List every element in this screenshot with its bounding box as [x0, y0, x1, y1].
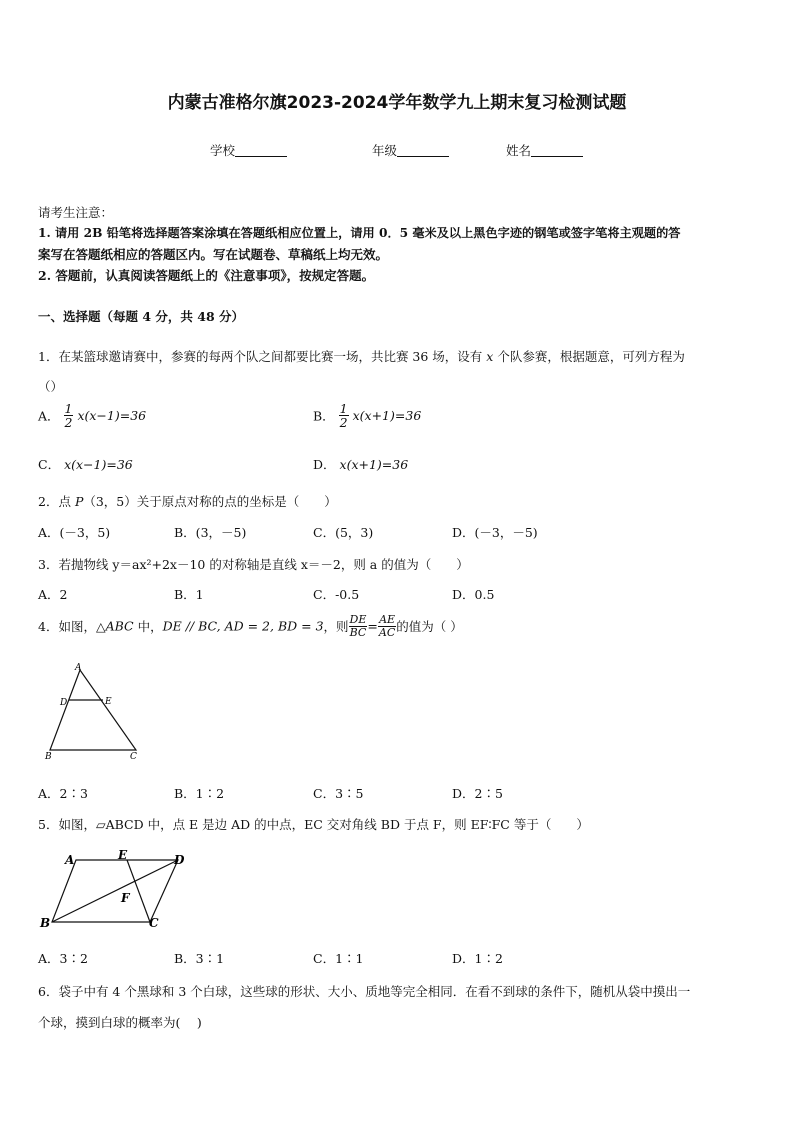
q3-option-d[interactable]: D．0.5	[452, 587, 495, 602]
q5-diagonal-bd	[52, 860, 178, 922]
q4-condition: DE // BC, AD = 2, BD = 3	[162, 618, 324, 634]
q3-option-c[interactable]: C．-0.5	[313, 587, 360, 602]
q1-a-fraction	[64, 402, 74, 429]
q1-d-label: D．	[313, 457, 336, 472]
q1-a-num: 1	[64, 401, 73, 416]
q6-line2: 个球，摸到白球的概率为( )	[38, 1015, 202, 1030]
q1-a-expr: x(x−1)=36	[77, 408, 147, 424]
q1-b-den: 2	[339, 415, 348, 431]
q2-option-d[interactable]: D．(－3，－5)	[452, 525, 538, 540]
q4-equals: =	[367, 618, 378, 634]
q4-label-d: D	[60, 698, 68, 708]
grade-blank	[397, 144, 449, 157]
q4-stem	[38, 614, 463, 638]
q4-stem-a: 4．如图，△	[38, 619, 106, 635]
q3-option-a[interactable]: A．2	[38, 587, 68, 602]
q3-stem: 3．若抛物线 y＝ax²+2x－10 的对称轴是直线 x＝－2，则 a 的值为（ ）	[38, 557, 469, 572]
notice-line1b: 案写在答题纸相应的答题区内。写在试题卷、草稿纸上均无效。	[38, 247, 389, 262]
q4-stem-c: ，则	[323, 619, 349, 635]
q4-label-e: E	[105, 697, 112, 707]
q1-b-expr: x(x+1)=36	[352, 408, 422, 424]
q5-label-d: D	[174, 853, 185, 867]
grade-label: 年级	[372, 143, 398, 158]
q1-option-a[interactable]	[38, 402, 146, 429]
q5-label-f: F	[121, 891, 130, 905]
q4-triangle-abc	[50, 670, 136, 750]
notice-heading: 请考生注意：	[38, 205, 114, 220]
q1-option-c[interactable]	[38, 455, 133, 473]
q4-label-a: A	[75, 663, 82, 673]
q4-abc: ABC	[105, 618, 134, 634]
q2-option-b[interactable]: B．(3，－5)	[174, 525, 247, 540]
q1-var: x	[486, 349, 494, 364]
q1-b-fraction	[339, 402, 349, 429]
q4-option-c[interactable]: C．3∶5	[313, 786, 364, 801]
q4-frac2-num: AE	[379, 613, 396, 626]
q4-stem-d: 的值为（ ）	[396, 619, 463, 635]
q3-option-b[interactable]: B．1	[174, 587, 204, 602]
q4-option-b[interactable]: B．1∶2	[174, 786, 225, 801]
q1-c-label: C．	[38, 457, 61, 472]
q1-d-expr: x(x+1)=36	[339, 457, 409, 472]
q1-stem-a: 1．在某篮球邀请赛中，参赛的每两个队之间都要比赛一场，共比赛 36 场，设有	[38, 349, 487, 364]
q4-option-d[interactable]: D．2∶5	[452, 786, 503, 801]
q4-frac1	[349, 614, 368, 638]
q5-label-a: A	[65, 853, 75, 867]
notice-line1a: 1. 请用 2B 铅笔将选择题答案涂填在答题纸相应位置上，请用 0．5 毫米及以上黑色字迹的钢笔或签字笔将主观题的答	[38, 226, 681, 240]
name-field	[506, 141, 583, 159]
q4-label-b: B	[45, 752, 52, 762]
school-label: 学校	[210, 143, 236, 158]
q1-option-d[interactable]	[313, 455, 408, 473]
q5-label-e: E	[118, 848, 128, 862]
q5-option-b[interactable]: B．3∶1	[174, 951, 225, 966]
q2-option-a[interactable]: A．(－3，5)	[38, 525, 111, 540]
page-title: 内蒙古准格尔旗2023-2024学年数学九上期末复习检测试题	[167, 93, 627, 113]
q4-frac1-den: BC	[349, 625, 367, 639]
q1-stem	[38, 347, 685, 365]
q5-parallelogram-figure	[38, 848, 198, 932]
q1-stem-b: 个队参赛，根据题意，可列方程为	[493, 349, 685, 364]
q1-option-b[interactable]	[313, 402, 421, 429]
q1-b-label: B．	[313, 408, 335, 424]
q1-paren: （）	[38, 379, 64, 394]
q6-line1: 6．袋子中有 4 个黑球和 3 个白球，这些球的形状、大小、质地等完全相同．在看不到球的条件下，随机从袋中摸出一	[38, 984, 691, 999]
q2-stem-a: 2．点	[38, 494, 75, 509]
q2-stem	[38, 492, 337, 510]
section-heading: 一、选择题（每题 4 分，共 48 分）	[38, 309, 245, 324]
notice-line2: 2. 答题前，认真阅读答题纸上的《注意事项》，按规定答题。	[38, 268, 375, 283]
q2-stem-b: （3，5）关于原点对称的点的坐标是（ ）	[83, 494, 337, 509]
name-blank	[531, 144, 583, 157]
q5-label-c: C	[149, 916, 159, 930]
q5-option-d[interactable]: D．1∶2	[452, 951, 503, 966]
q4-triangle-figure	[38, 660, 148, 764]
q4-frac2	[378, 614, 396, 638]
q1-a-label: A．	[38, 408, 60, 424]
q1-c-expr: x(x−1)=36	[64, 457, 133, 472]
q2-option-c[interactable]: C．(5，3)	[313, 525, 374, 540]
q1-a-den: 2	[64, 415, 73, 431]
school-field	[210, 141, 287, 159]
q4-frac2-den: AC	[378, 625, 396, 639]
q1-b-num: 1	[339, 401, 348, 416]
grade-field	[372, 141, 449, 159]
q5-option-c[interactable]: C．1∶1	[313, 951, 364, 966]
q5-option-a[interactable]: A．3∶2	[38, 951, 88, 966]
school-blank	[235, 144, 287, 157]
q5-label-b: B	[40, 916, 51, 930]
q4-option-a[interactable]: A．2∶3	[38, 786, 88, 801]
q2-var: P	[74, 494, 84, 509]
q4-label-c: C	[130, 752, 137, 762]
q5-segment-ec	[127, 860, 150, 922]
q4-stem-b: 中，	[133, 619, 163, 635]
q4-frac1-num: DE	[349, 613, 367, 626]
name-label: 姓名	[506, 143, 532, 158]
q5-stem: 5．如图，▱ABCD 中，点 E 是边 AD 的中点，EC 交对角线 BD 于点 F，则 EF∶FC 等于（ ）	[38, 817, 589, 832]
